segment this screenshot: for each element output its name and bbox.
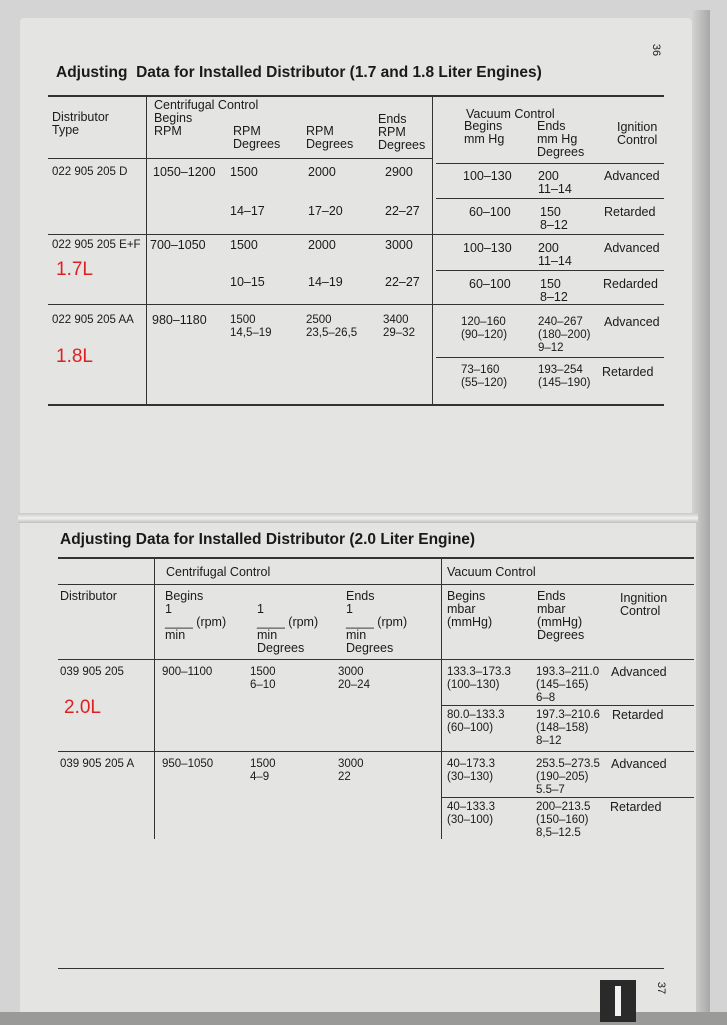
header-centrifugal: Centrifugal Control [154, 98, 259, 112]
page-number: 37 [655, 981, 668, 995]
cell-vac-ends: 200–213.5 (150–160) 8,5–12.5 [536, 801, 591, 839]
header-ends: Ends 1 ____ (rpm) min Degrees [346, 589, 408, 655]
cell-vac-ends: 200 11–14 [538, 169, 572, 196]
cell-rpm: 1500 4–9 [250, 758, 276, 783]
annotation-1-8l: 1.8L [56, 346, 93, 367]
cell-vac-begins: 100–130 [463, 169, 512, 183]
cell-ignition: Advanced [604, 241, 660, 255]
header-ends: Ends RPM Degrees [378, 112, 426, 152]
cell-vac-ends: 193–254 (145–190) [538, 364, 591, 389]
cell-ends: 2900 [385, 165, 413, 179]
cell-ignition: Retarded [602, 365, 654, 379]
cell-ends: 22–27 [385, 204, 420, 218]
cell-vac-begins: 133.3–173.3 (100–130) [447, 666, 511, 691]
cell-begins: 950–1050 [162, 758, 214, 770]
header-ignition: Ignition Control [617, 120, 658, 147]
header-rpm: 1 ____ (rpm) min Degrees [257, 602, 319, 655]
header-ignition: Ingnition Control [620, 591, 668, 618]
cell-vac-ends: 200 11–14 [538, 241, 572, 268]
header-begins: Begins RPM [154, 111, 193, 138]
cell-rpm-1: 10–15 [230, 275, 265, 289]
cell-vac-begins: 40–133.3 (30–100) [447, 801, 495, 826]
cell-ignition: Advanced [604, 315, 660, 329]
cell-vac-begins: 40–173.3 (30–130) [447, 758, 495, 783]
cell-ignition: Redarded [603, 277, 658, 291]
cell-rpm-1: 1500 14,5–19 [230, 314, 272, 339]
cell-ends: 3000 20–24 [338, 666, 370, 691]
cell-rpm-1: 1500 [230, 165, 258, 179]
cell-rpm-2: 2000 [308, 238, 336, 252]
page-fold [18, 513, 698, 523]
cell-vac-begins: 80.0–133.3 (60–100) [447, 709, 505, 734]
cell-rpm-2: 17–20 [308, 204, 343, 218]
header-vacuum: Vacuum Control [447, 565, 536, 579]
cell-ignition: Advanced [611, 757, 667, 771]
cell-ignition: Retarded [604, 205, 656, 219]
chapter-tab-icon [600, 980, 636, 1022]
header-vacuum-begins: Begins mbar (mmHg) [447, 589, 493, 629]
cell-rpm-2: 2000 [308, 165, 336, 179]
cell-begins: 1050–1200 [153, 165, 216, 179]
header-vacuum-begins: Begins mm Hg [464, 119, 505, 146]
cell-ends: 3000 [385, 238, 413, 252]
cell-type: 022 905 205 D [52, 166, 128, 178]
page-title: Adjusting Data for Installed Distributor (1.7 and 1.8 Liter Engines) [56, 64, 542, 81]
cell-vac-begins: 60–100 [469, 205, 511, 219]
header-begins: Begins 1 ____ (rpm) min [165, 589, 227, 642]
header-vacuum-ends: Ends mm Hg Degrees [537, 119, 585, 159]
cell-vac-ends: 197.3–210.6 (148–158) 8–12 [536, 709, 600, 747]
cell-ignition: Advanced [611, 665, 667, 679]
cell-vac-begins: 100–130 [463, 241, 512, 255]
cell-begins: 700–1050 [150, 238, 206, 252]
cell-ends: 3000 22 [338, 758, 364, 783]
cell-rpm-2: 14–19 [308, 275, 343, 289]
cell-vac-begins: 73–160 (55–120) [461, 364, 508, 389]
header-vacuum-ends: Ends mbar (mmHg) Degrees [537, 589, 585, 642]
annotation-1-7l: 1.7L [56, 259, 93, 280]
cell-rpm-2: 2500 23,5–26,5 [306, 314, 358, 339]
cell-vac-begins: 60–100 [469, 277, 511, 291]
cell-ignition: Advanced [604, 169, 660, 183]
cell-type: 039 905 205 [60, 666, 124, 678]
header-centrifugal: Centrifugal Control [166, 565, 271, 579]
header-distributor-type: Distributor Type [52, 110, 109, 137]
cell-vac-ends: 193.3–211.0 (145–165) 6–8 [536, 666, 600, 704]
cell-ignition: Retarded [610, 800, 662, 814]
cell-begins: 900–1100 [162, 666, 213, 678]
cell-ends: 22–27 [385, 275, 420, 289]
cell-vac-ends: 150 8–12 [540, 277, 568, 304]
cell-type: 022 905 205 E+F [52, 239, 141, 251]
cell-begins: 980–1180 [152, 313, 207, 327]
cell-rpm: 1500 6–10 [250, 666, 276, 691]
cell-ignition: Retarded [612, 708, 664, 722]
page-title: Adjusting Data for Installed Distributor (2.0 Liter Engine) [60, 531, 476, 548]
header-rpm-2: RPM Degrees [306, 124, 354, 151]
header-rpm-1: RPM Degrees [233, 124, 281, 151]
page-top [20, 18, 692, 520]
cell-type: 022 905 205 AA [52, 314, 134, 326]
annotation-2-0l: 2.0L [64, 697, 101, 718]
cell-ends: 3400 29–32 [383, 314, 415, 339]
header-vacuum: Vacuum Control [466, 107, 555, 121]
cell-vac-ends: 240–267 (180–200) 9–12 [538, 316, 591, 354]
cell-vac-ends: 253.5–273.5 (190–205) 5.5–7 [536, 758, 600, 796]
cell-rpm-1: 14–17 [230, 204, 265, 218]
cell-vac-begins: 120–160 (90–120) [461, 316, 508, 341]
cell-rpm-1: 1500 [230, 238, 258, 252]
header-distributor: Distributor [60, 589, 117, 603]
cell-vac-ends: 150 8–12 [540, 205, 568, 232]
cell-type: 039 905 205 A [60, 758, 135, 770]
page-number: 36 [650, 43, 663, 57]
